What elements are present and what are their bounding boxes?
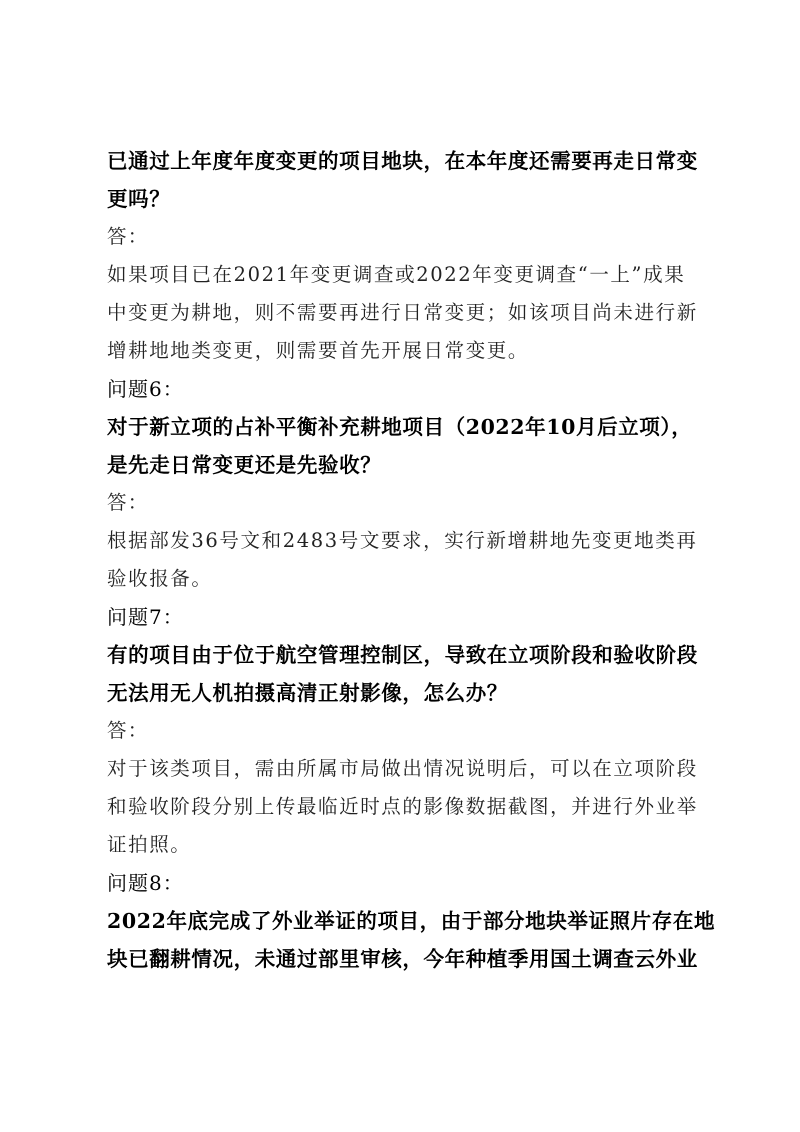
question-line: 对于新立项的占补平衡补充耕地项目（2022年10月后立项）， <box>107 415 693 439</box>
answer-label: 答： <box>107 719 149 742</box>
answer-line: 验收报备。 <box>107 567 213 590</box>
question-line: 已通过上年度年度变更的项目地块，在本年度还需要再走日常变 <box>107 149 698 173</box>
question-line: 是先走日常变更还是先验收？ <box>107 453 382 477</box>
answer-label: 答： <box>107 225 149 248</box>
question-line: 块已翻耕情况，未通过部里审核，今年种植季用国土调查云外业 <box>107 947 698 971</box>
answer-line: 证拍照。 <box>107 833 192 856</box>
answer-line: 和验收阶段分别上传最临近时点的影像数据截图，并进行外业举 <box>107 795 698 818</box>
answer-line: 增耕地地类变更，则需要首先开展日常变更。 <box>107 339 530 362</box>
question-line: 无法用无人机拍摄高清正射影像，怎么办？ <box>107 681 508 705</box>
answer-line: 根据部发36号文和2483号文要求，实行新增耕地先变更地类再 <box>107 529 698 552</box>
answer-line: 中变更为耕地，则不需要再进行日常变更；如该项目尚未进行新 <box>107 301 698 324</box>
answer-label: 答： <box>107 491 149 514</box>
question-number: 问题6： <box>107 377 184 401</box>
answer-line: 如果项目已在2021年变更调查或2022年变更调查“一上”成果 <box>107 263 686 286</box>
question-number: 问题7： <box>107 605 184 629</box>
document-body <box>107 142 716 978</box>
answer-line: 对于该类项目，需由所属市局做出情况说明后，可以在立项阶段 <box>107 757 698 780</box>
question-line: 有的项目由于位于航空管理控制区，导致在立项阶段和验收阶段 <box>107 643 698 667</box>
question-number: 问题8： <box>107 871 184 895</box>
question-line: 2022年底完成了外业举证的项目，由于部分地块举证照片存在地 <box>107 909 716 933</box>
question-line: 更吗？ <box>107 187 171 211</box>
